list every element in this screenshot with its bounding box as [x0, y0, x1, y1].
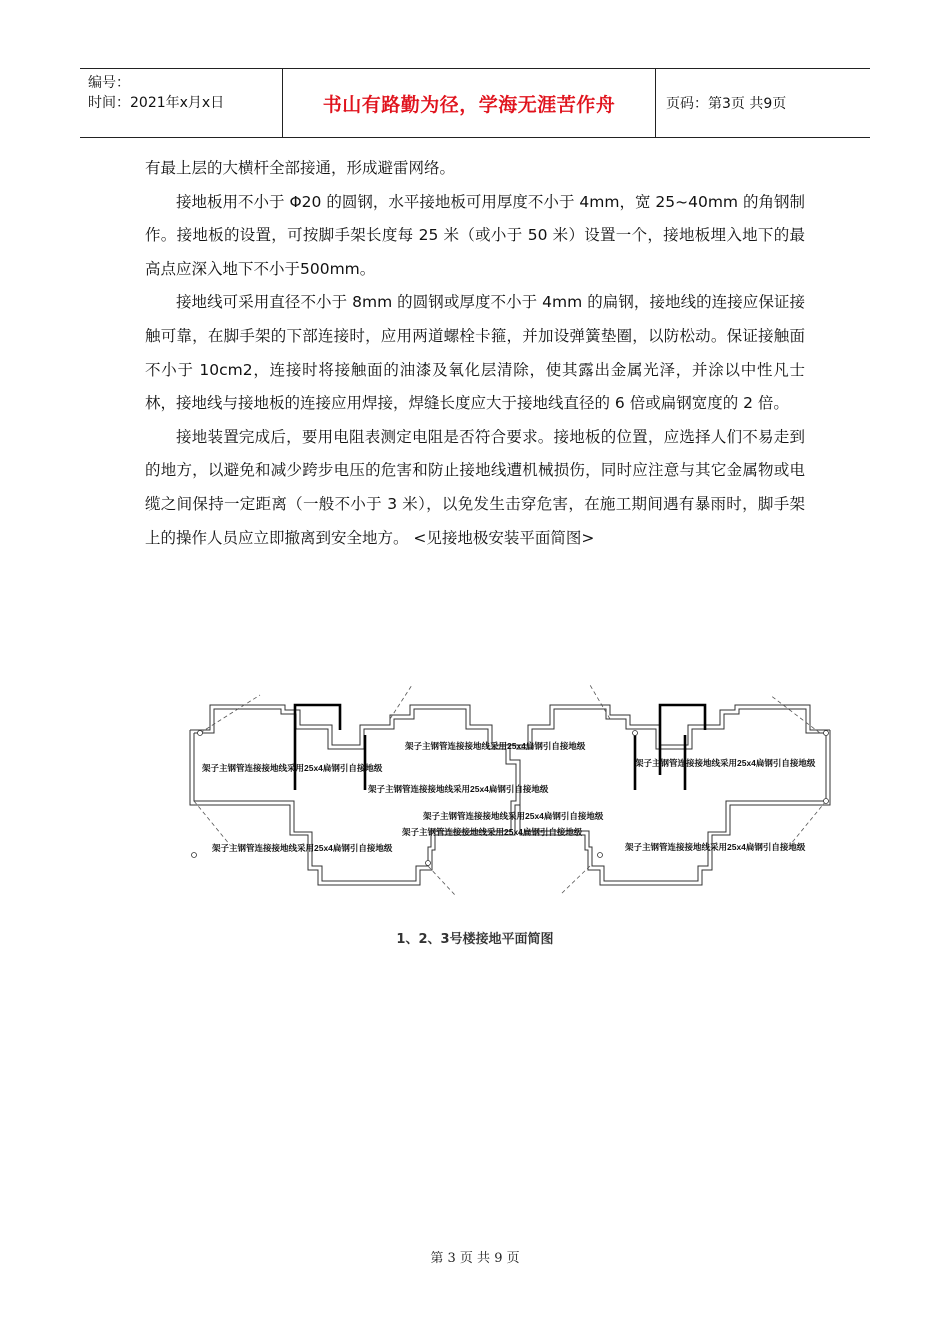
- figure-label-4: 架子主钢管连接接地线采用25x4扁钢引自接地级: [368, 784, 549, 794]
- header-page-cell: [656, 69, 870, 137]
- paragraph-2: 接地板用不小于 Φ20 的圆钢，水平接地板可用厚度不小于 4mm，宽 25~40mm 的角钢制作。接地板的设置，可按脚手架长度每 25 米（或小于 50 米）设置一个，接地板埋入地下的最高点应深入地下不小于500mm。: [145, 192, 805, 278]
- figure-label-2: 架子主钢管连接接地线采用25x4扁钢引自接地级: [202, 763, 383, 773]
- document-body: [145, 152, 805, 555]
- grounding-plan-drawing: [180, 685, 840, 905]
- document-number-label: 编号：: [88, 75, 130, 91]
- paragraph-3: 接地线可采用直径不小于 8mm 的圆钢或厚度不小于 4mm 的扁钢，接地线的连接应保证接触可靠，在脚手架的下部连接时，应用两道螺栓卡箍，并加设弹簧垫圈，以防松动。保证接触面不小于 10cm2，连接时将接触面的油漆及氧化层清除，使其露出金属光泽，并涂以中性凡士林，接地线与接地板的连接应用焊接，焊缝长度应大于接地线直径的 6 倍或扁钢宽度的 2 倍。: [145, 293, 805, 413]
- figure-label-1: 架子主钢管连接接地线采用25x4扁钢引自接地级: [405, 741, 586, 751]
- header-motto: 书山有路勤为径，学海无涯苦作舟: [322, 93, 616, 116]
- paragraph-4: 接地装置完成后，要用电阻表测定电阻是否符合要求。接地板的位置，应选择人们不易走到的地方，以避免和减少跨步电压的危害和防止接地线遭机械损伤，同时应注意与其它金属物或电缆之间保持一定距离（一般不小于 3 米），以免发生击穿危害，在施工期间遇有暴雨时，脚手架上的操作人员应立即撤离到安全地方。 <见接地极安装平面简图>: [145, 427, 805, 547]
- header-page-number: 页码：第3页 共9页: [666, 96, 787, 112]
- grounding-plan-figure: [180, 685, 840, 905]
- document-date-label: 时间：2021年x月x日: [88, 95, 225, 111]
- figure-label-6: 架子主钢管连接接地线采用25x4扁钢引自接地级: [402, 827, 583, 837]
- header-meta: [80, 69, 283, 137]
- figure-caption: 1、2、3号楼接地平面简图: [396, 932, 554, 947]
- paragraph-1: 有最上层的大横杆全部接通，形成避雷网络。: [145, 159, 456, 177]
- figure-label-7: 架子主钢管连接接地线采用25x4扁钢引自接地级: [212, 843, 393, 853]
- page-header: [80, 68, 870, 138]
- page-footer: 第 3 页 共 9 页: [430, 1251, 520, 1266]
- header-motto-cell: [283, 69, 656, 137]
- building-outline: [190, 705, 830, 885]
- figure-label-5: 架子主钢管连接接地线采用25x4扁钢引自接地级: [423, 811, 604, 821]
- figure-label-8: 架子主钢管连接接地线采用25x4扁钢引自接地级: [625, 842, 806, 852]
- figure-label-3: 架子主钢管连接接地线采用25x4扁钢引自接地级: [635, 758, 816, 768]
